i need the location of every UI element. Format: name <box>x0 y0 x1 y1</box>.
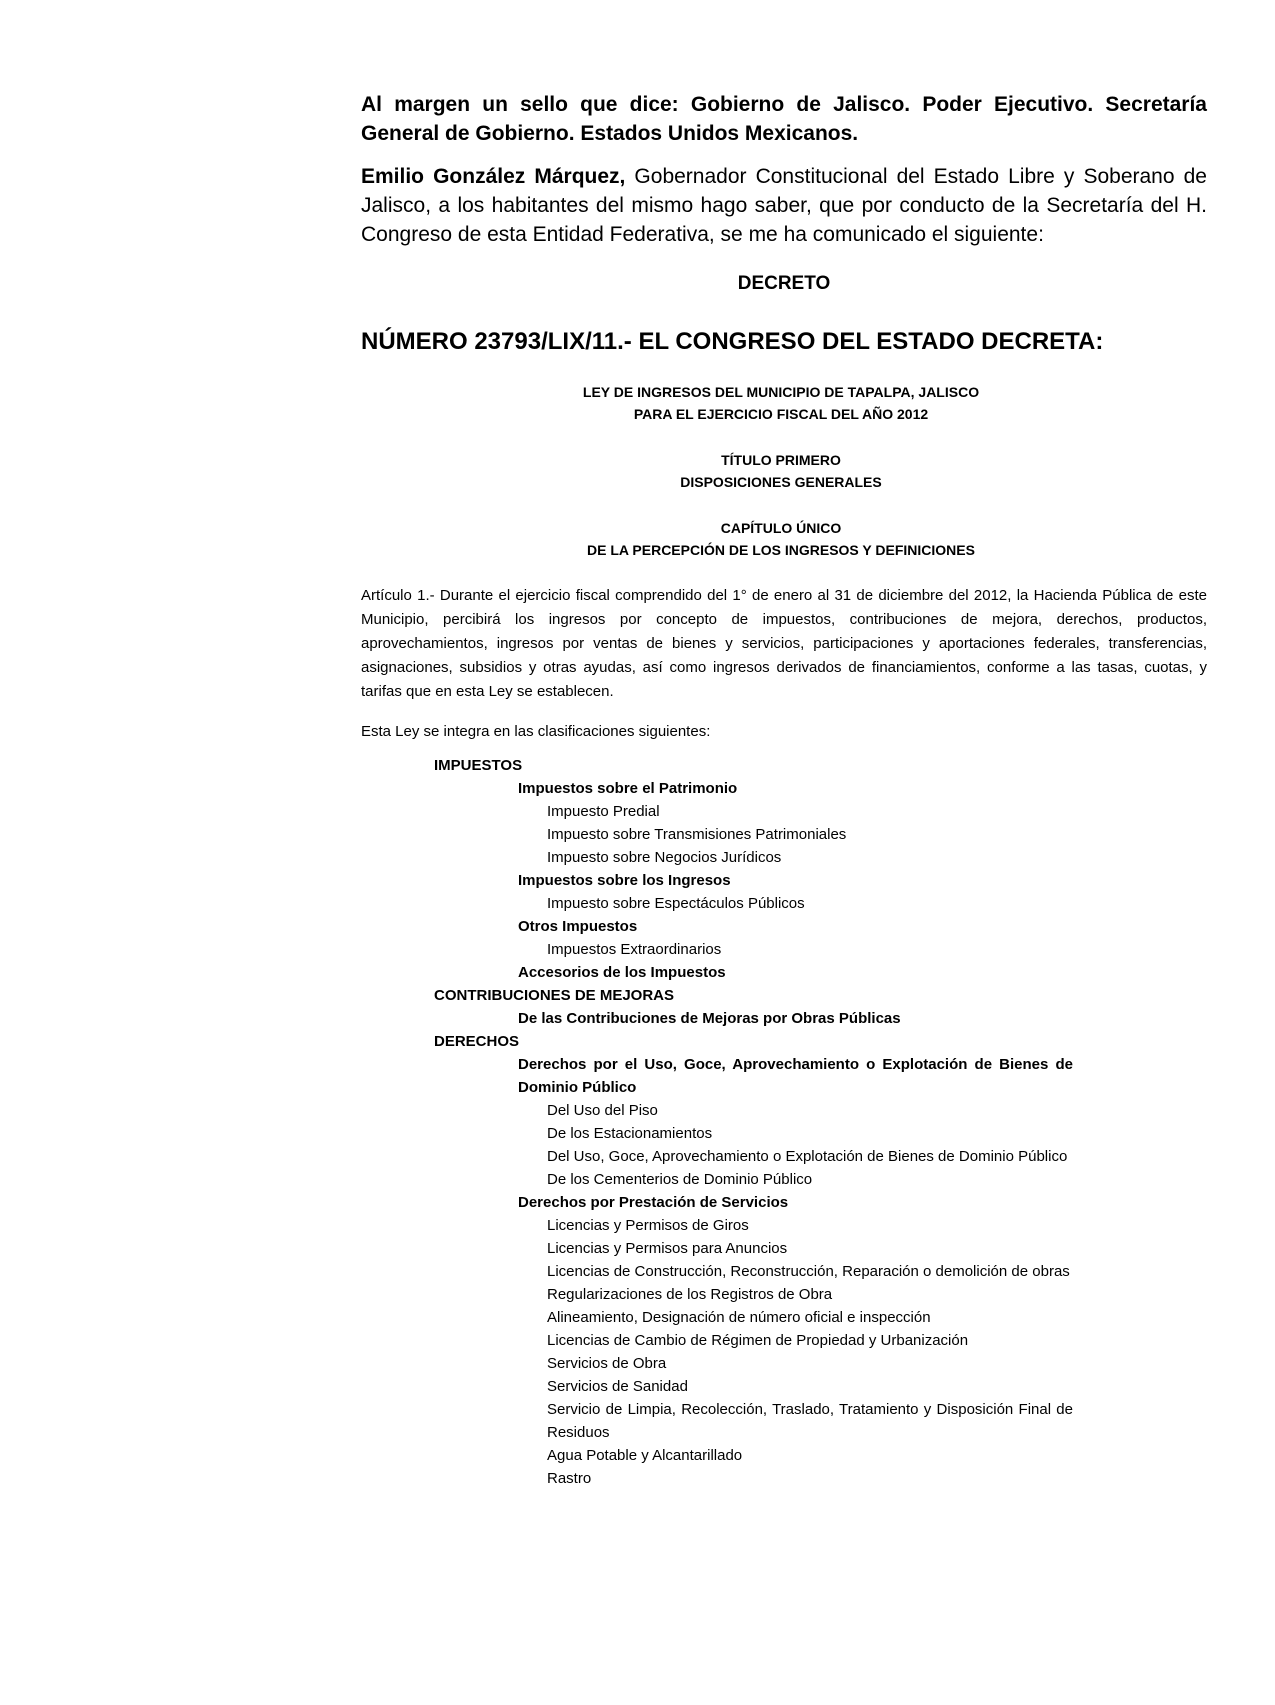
titulo-heading <box>491 449 1071 493</box>
outline-subcategory: Otros Impuestos <box>518 918 638 935</box>
outline-item: Servicio de Limpia, Recolección, Traslado, Tratamiento y Disposición Final de Residuos <box>547 1401 1073 1441</box>
outline-item: Impuestos Extraordinarios <box>547 941 722 958</box>
outline-item: Impuesto sobre Transmisiones Patrimoniales <box>547 826 847 843</box>
outline-item: Del Uso, Goce, Aprovechamiento o Explotación de Bienes de Dominio Público <box>547 1148 1068 1165</box>
outline-item: Licencias y Permisos para Anuncios <box>547 1240 788 1257</box>
outline-item: Impuesto Predial <box>547 803 660 820</box>
outline-subcategory: Impuestos sobre el Patrimonio <box>518 780 738 797</box>
outline-item: Regularizaciones de los Registros de Obra <box>547 1286 833 1303</box>
outline-category: CONTRIBUCIONES DE MEJORAS <box>434 987 675 1004</box>
decreto-heading: DECRETO <box>737 273 831 294</box>
law-title-line-1: LEY DE INGRESOS DEL MUNICIPIO DE TAPALPA, JALISCO <box>582 384 980 400</box>
outline-subcategory: Derechos por Prestación de Servicios <box>518 1194 789 1211</box>
outline-item: Impuesto sobre Negocios Jurídicos <box>547 849 782 866</box>
classification-intro: Esta Ley se integra en las clasificaciones siguientes: <box>361 723 711 740</box>
outline-category: IMPUESTOS <box>434 757 523 774</box>
outline-item: Impuesto sobre Espectáculos Públicos <box>547 895 805 912</box>
capitulo-line-1: CAPÍTULO ÚNICO <box>720 520 842 536</box>
intro-text: Gobernador Constitucional del Estado Libre y Soberano de Jalisco, a los habitantes del mismo hago saber, que por conducto de la Secretaría del H. Congreso de esta Entidad Federativa, se me ha comunicado el siguiente: <box>361 165 1207 246</box>
document-page <box>361 90 1207 1490</box>
margin-note: Al margen un sello que dice: Gobierno de Jalisco. Poder Ejecutivo. Secretaría General de Gobierno. Estados Unidos Mexicanos. <box>361 93 1207 145</box>
classification-outline <box>361 754 1207 1490</box>
titulo-line-2: DISPOSICIONES GENERALES <box>680 474 882 490</box>
outline-item: De los Cementerios de Dominio Público <box>547 1171 813 1188</box>
decree-number-heading: NÚMERO 23793/LIX/11.- EL CONGRESO DEL ESTADO DECRETA: <box>361 328 1104 355</box>
outline-item: Alineamiento, Designación de número oficial e inspección <box>547 1309 931 1326</box>
article-1: Artículo 1.- Durante el ejercicio fiscal comprendido del 1° de enero al 31 de diciembre del 2012, la Hacienda Pública de este Municipio, percibirá los ingresos por concepto de impuestos, contribuciones de mejora, derechos, productos, aprovechamientos, ingresos por ventas de bienes y servicios, participaciones y aportaciones federales, transferencias, asignaciones, subsidios y otras ayudas, así como ingresos derivados de financiamientos, conforme a las tasas, cuotas, y tarifas que en esta Ley se establecen. <box>361 587 1207 700</box>
capitulo-heading <box>491 517 1071 561</box>
outline-item: De los Estacionamientos <box>547 1125 713 1142</box>
capitulo-line-2: DE LA PERCEPCIÓN DE LOS INGRESOS Y DEFINICIONES <box>587 542 975 558</box>
outline-item: Servicios de Obra <box>547 1355 667 1372</box>
intro-paragraph <box>361 162 1207 249</box>
titulo-line-1: TÍTULO PRIMERO <box>721 452 841 468</box>
outline-item: Rastro <box>547 1470 592 1487</box>
outline-item: Agua Potable y Alcantarillado <box>547 1447 743 1464</box>
outline-category: DERECHOS <box>434 1033 520 1050</box>
outline-item: Licencias y Permisos de Giros <box>547 1217 749 1234</box>
law-title-line-2: PARA EL EJERCICIO FISCAL DEL AÑO 2012 <box>633 406 929 422</box>
outline-item: Servicios de Sanidad <box>547 1378 688 1395</box>
outline-item: Del Uso del Piso <box>547 1102 658 1119</box>
outline-item: Licencias de Cambio de Régimen de Propiedad y Urbanización <box>547 1332 969 1349</box>
outline-item: Licencias de Construcción, Reconstrucción, Reparación o demolición de obras <box>547 1263 1070 1280</box>
governor-name: Emilio González Márquez, <box>361 165 626 188</box>
law-title <box>491 381 1071 425</box>
outline-subcategory: Derechos por el Uso, Goce, Aprovechamiento o Explotación de Bienes de Dominio Público <box>518 1056 1073 1096</box>
outline-subcategory: Accesorios de los Impuestos <box>518 964 726 981</box>
outline-subcategory: Impuestos sobre los Ingresos <box>518 872 731 889</box>
outline-subcategory: De las Contribuciones de Mejoras por Obras Públicas <box>518 1010 901 1027</box>
